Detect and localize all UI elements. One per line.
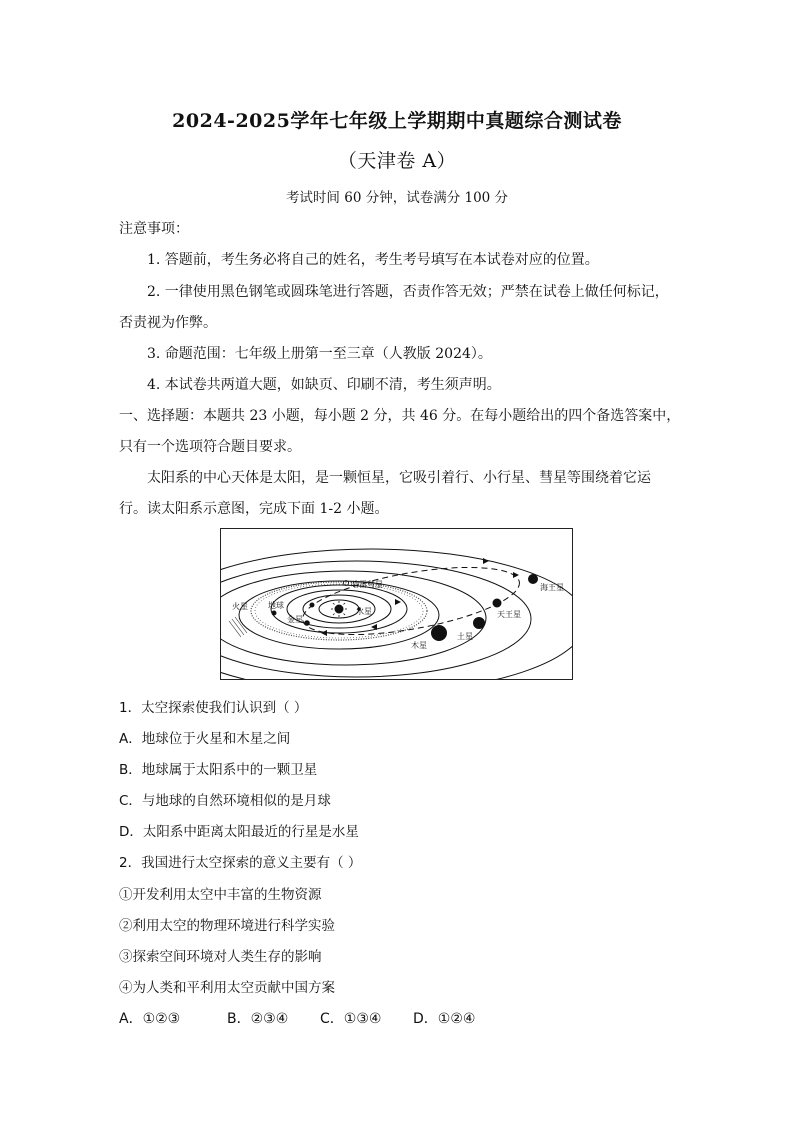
solar-system-svg (221, 529, 573, 680)
note-item-1: 1. 答题前，考生务必将自己的姓名，考生考号填写在本试卷对应的位置。 (147, 252, 599, 268)
label-mercury: 水星 (356, 607, 372, 616)
label-venus: 金星 (287, 615, 303, 624)
label-uranus: 天王星 (497, 610, 521, 619)
question-2-stem: 2．我国进行太空探索的意义主要有（ ） (119, 855, 362, 871)
question-2-option-c[interactable]: C．①③④ (320, 1011, 382, 1027)
question-1-option-c[interactable]: C．与地球的自然环境相似的是月球 (119, 793, 331, 809)
uranus-orbit (221, 561, 531, 677)
section-1-instruction: 只有一个选项符合题目要求。 (119, 439, 301, 455)
uranus-planet (493, 599, 502, 608)
solar-system-diagram (220, 528, 573, 680)
label-mars: 火星 (232, 602, 248, 611)
venus-planet (310, 603, 315, 608)
exam-info: 考试时间 60 分钟，试卷满分 100 分 (285, 190, 509, 206)
jupiter-planet (431, 625, 447, 641)
question-2-statement-3: ③探索空间环境对人类生存的影响 (119, 949, 322, 965)
section-1-heading: 一、选择题：本题共 23 小题，每小题 2 分，共 46 分。在每小题给出的四个备选答案中， (119, 408, 681, 424)
neptune-planet (528, 574, 538, 584)
exam-title: 2024-2025学年七年级上学期期中真题综合测试卷 (172, 110, 622, 132)
label-comet: 哈雷彗星 (351, 580, 383, 589)
comet-tail (229, 617, 247, 637)
question-1-option-b[interactable]: B．地球属于太阳系中的一颗卫星 (119, 762, 318, 778)
note-item-4: 4. 本试卷共两道大题，如缺页、印刷不清，考生须声明。 (147, 377, 501, 393)
earth-planet (304, 620, 310, 626)
sun-icon (335, 605, 344, 614)
label-jupiter: 木星 (411, 641, 427, 650)
label-saturn: 土星 (457, 632, 473, 641)
question-2-option-b[interactable]: B．②③④ (227, 1011, 289, 1027)
question-2-option-d[interactable]: D．①②④ (413, 1011, 476, 1027)
question-2-statement-2: ②利用太空的物理环境进行科学实验 (119, 918, 335, 934)
question-2-statement-4: ④为人类和平利用太空贡献中国方案 (119, 980, 335, 996)
question-1-stem: 1．太空探索使我们认识到（ ） (119, 700, 308, 716)
note-item-2-line-1: 2. 一律使用黑色钢笔或圆珠笔进行答题，否责作答无效；严禁在试卷上做任何标记， (147, 284, 669, 300)
passage-line-2: 行。读太阳系示意图，完成下面 1-2 小题。 (119, 501, 389, 517)
saturn-planet (473, 617, 485, 629)
question-1-option-a[interactable]: A．地球位于火星和木星之间 (119, 731, 291, 747)
orbit-direction-arrows (321, 558, 519, 636)
label-earth: 地球 (268, 601, 284, 610)
note-item-2-line-2: 否责视为作弊。 (119, 315, 217, 331)
question-2-option-a[interactable]: A．①②③ (119, 1011, 181, 1027)
label-neptune: 海王星 (540, 583, 564, 592)
question-1-option-d[interactable]: D．太阳系中距离太阳最近的行星是水星 (119, 824, 359, 840)
mars-planet (272, 611, 277, 616)
passage-line-1: 太阳系的中心天体是太阳，是一颗恒星，它吸引着行、小行星、彗星等围绕着它运 (147, 470, 651, 486)
question-2-statement-1: ①开发利用太空中丰富的生物资源 (119, 887, 322, 903)
exam-subtitle: （天津卷 A） (337, 150, 457, 172)
notes-heading: 注意事项： (119, 221, 189, 237)
note-item-3: 3. 命题范围：七年级上册第一至三章（人教版 2024）。 (147, 346, 492, 362)
